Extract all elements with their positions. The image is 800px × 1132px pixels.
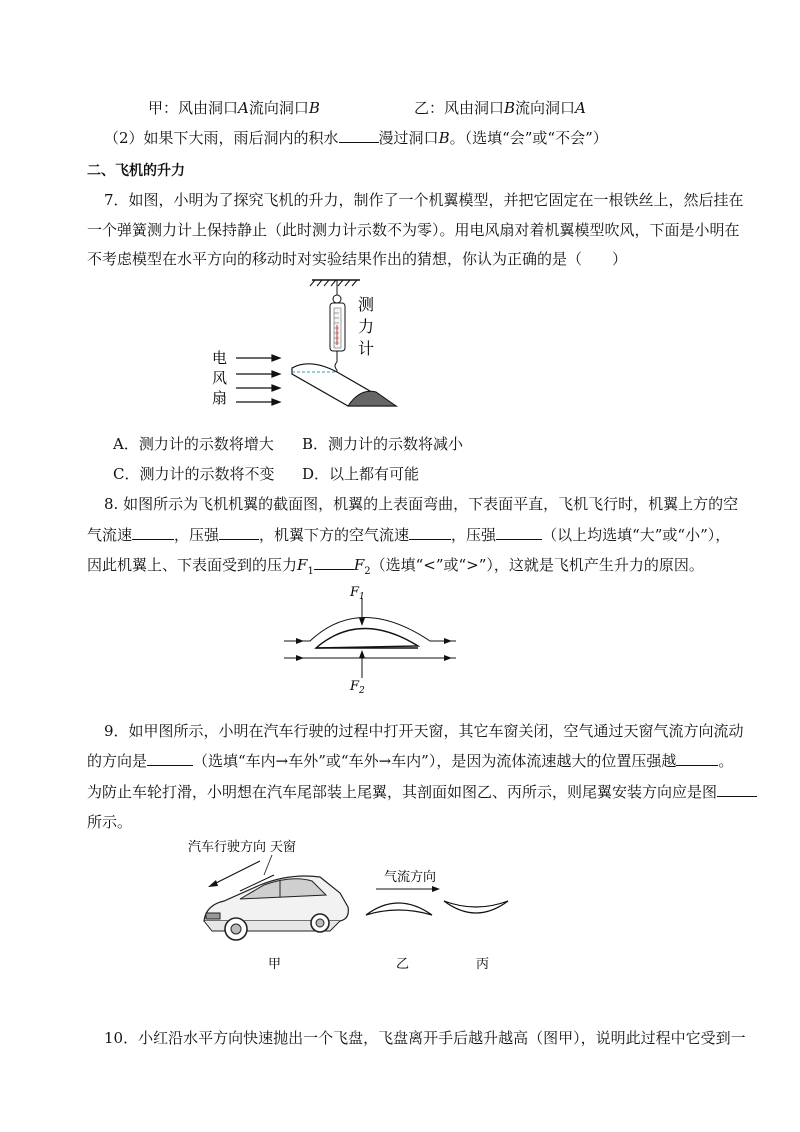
q8-line1: 8. 如图所示为飞机机翼的截面图，机翼的上表面弯曲，下表面平直，飞机飞行时，机翼上方的空 — [104, 495, 739, 513]
q9-line2: 的方向是 （选填“车内→车外”或“车外→车内”），是因为流体流速越大的位置压强越 。 — [87, 752, 734, 770]
answer-blank[interactable] — [409, 525, 451, 540]
caption-bing: 丙 — [476, 957, 490, 972]
force-f1-label: $F_1$ — [350, 585, 365, 602]
airfoil-figure — [280, 580, 465, 695]
q7-option-b[interactable]: B．测力计的示数将减小 — [302, 435, 464, 453]
answer-blank[interactable] — [676, 751, 718, 766]
q7-line2: 一个弹簧测力计上保持静止（此时测力计示数不为零）。用电风扇对着机翼模型吹风，下面是小明在 — [87, 221, 740, 239]
answer-blank[interactable] — [496, 525, 542, 540]
q6-option-jia: 甲：风由洞口A流向洞口B — [148, 99, 320, 117]
q7-line1: 7．如图，小明为了探究飞机的升力，制作了一个机翼模型，并把它固定在一根铁丝上，然后挂在 — [104, 191, 744, 209]
fan-label-1: 电 — [212, 349, 228, 367]
q6-option-yi: 乙：风由洞口B流向洞口A — [414, 99, 586, 117]
meter-label-1: 测 — [358, 295, 375, 314]
sunroof-label: 天窗 — [270, 840, 297, 855]
section-title: 二、飞机的升力 — [87, 163, 185, 179]
meter-label-2: 力 — [358, 317, 375, 336]
force-f2-label: $F_2$ — [350, 679, 365, 695]
answer-blank[interactable] — [717, 782, 757, 797]
q8-line2: 气流速 ，压强 ，机翼下方的空气流速 ，压强 （以上均选填“大”或“小”）， — [87, 526, 731, 544]
airflow-label: 气流方向 — [384, 870, 437, 885]
q6-part2: （2）如果下大雨，雨后洞内的积水 漫过洞口B。（选填“会”或“不会”） — [104, 129, 608, 147]
q10-line1: 10．小红沿水平方向快速抛出一个飞盘，飞盘离开手后越升越高（图甲），说明此过程中它受到一 — [104, 1029, 746, 1047]
caption-jia: 甲 — [268, 957, 282, 972]
drive-direction-label: 汽车行驶方向 — [188, 840, 267, 855]
q7-option-c[interactable]: C．测力计的示数将不变 — [113, 465, 275, 483]
answer-blank[interactable] — [147, 751, 193, 766]
q8-line3: 因此机翼上、下表面受到的压力$F_1$ $F_2$（选填“<”或“>”），这就是飞机产生升力的原因。 — [87, 556, 704, 577]
car-spoiler-figure — [180, 835, 540, 975]
answer-blank[interactable] — [219, 525, 259, 540]
caption-yi: 乙 — [396, 957, 410, 972]
q9-line1: 9．如甲图所示，小明在汽车行驶的过程中打开天窗，其它车窗关闭，空气通过天窗气流方向流动 — [104, 722, 744, 740]
q7-option-a[interactable]: A．测力计的示数将增大 — [113, 435, 274, 453]
answer-blank[interactable] — [339, 128, 379, 143]
q7-line3: 不考虑模型在水平方向的移动时对实验结果作出的猜想，你认为正确的是（ ） — [87, 250, 628, 268]
fan-label-2: 风 — [212, 369, 228, 387]
wing-model-figure — [200, 270, 410, 415]
q9-line4: 所示。 — [87, 813, 133, 831]
meter-label-3: 计 — [358, 339, 375, 358]
fan-label-3: 扇 — [212, 389, 228, 407]
q7-option-d[interactable]: D．以上都有可能 — [302, 465, 420, 483]
answer-blank[interactable] — [132, 525, 174, 540]
q9-line3: 为防止车轮打滑，小明想在汽车尾部装上尾翼，其剖面如图乙、丙所示，则尾翼安装方向应是图 — [87, 782, 757, 802]
answer-blank[interactable] — [314, 555, 354, 570]
